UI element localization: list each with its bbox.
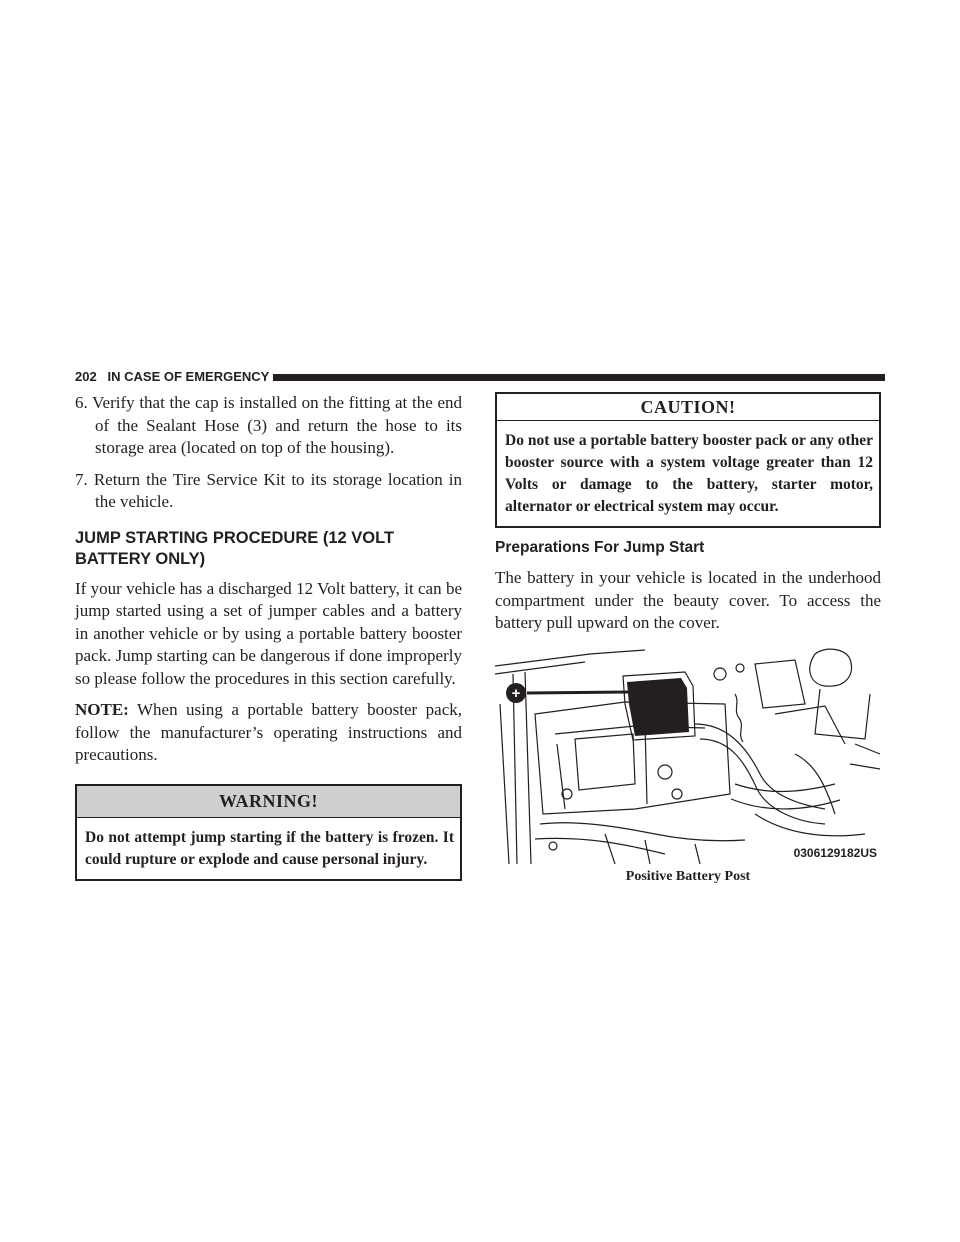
figure-caption: Positive Battery Post [625, 868, 751, 884]
note-label: NOTE: [75, 700, 129, 719]
pointer-line [527, 692, 629, 693]
figure-code: 0306129182US [793, 845, 877, 860]
left-column [75, 392, 462, 881]
warning-title: WARNING! [77, 786, 460, 818]
subheading: Preparations For Jump Start [495, 539, 705, 556]
intro-paragraph: If your vehicle has a discharged 12 Volt battery, it can be jump started using a set of jumper cables and a battery in another vehicle or by using a portable battery booster pack. Jump starting can be dangerous if done improperly so please follow the procedures in this section carefully. [75, 578, 462, 688]
page-number: 202 [75, 369, 97, 384]
note [75, 699, 462, 767]
section-heading: JUMP STARTING PROCEDURE (12 VOLT BATTERY ONLY) [75, 528, 395, 568]
battery-illustration [495, 644, 881, 864]
plus-symbol: + [511, 684, 521, 702]
note-text: When using a portable battery booster pack, follow the manufacturer’s operating instructions and precautions. [75, 700, 462, 764]
right-column [495, 392, 881, 886]
caution-title: CAUTION! [497, 394, 879, 421]
caution-box [495, 392, 881, 528]
page-header-text [75, 368, 269, 386]
step-6: 6. Verify that the cap is installed on the fitting at the end of the Sealant Hose (3) and return the hose to its storage area (located on top of the housing). [75, 393, 462, 457]
battery-cover-shape [627, 678, 689, 736]
step-7: 7. Return the Tire Service Kit to its storage location in the vehicle. [75, 469, 462, 511]
header-rule [273, 374, 885, 381]
warning-box [75, 784, 462, 881]
section-title: IN CASE OF EMERGENCY [107, 369, 270, 384]
engine-bay-drawing [495, 644, 881, 864]
battery-paragraph: The battery in your vehicle is located in the underhood compartment under the beauty cover. To access the battery pull upward on the cover. [495, 568, 881, 632]
warning-text: Do not attempt jump starting if the battery is frozen. It could rupture or explode and cause personal injury. [85, 828, 454, 868]
page-header [75, 368, 885, 386]
caution-text: Do not use a portable battery booster pack or any other booster source with a system voltage greater than 12 Volts or damage to the battery, starter motor, alternator or electrical system may occur. [505, 432, 873, 515]
